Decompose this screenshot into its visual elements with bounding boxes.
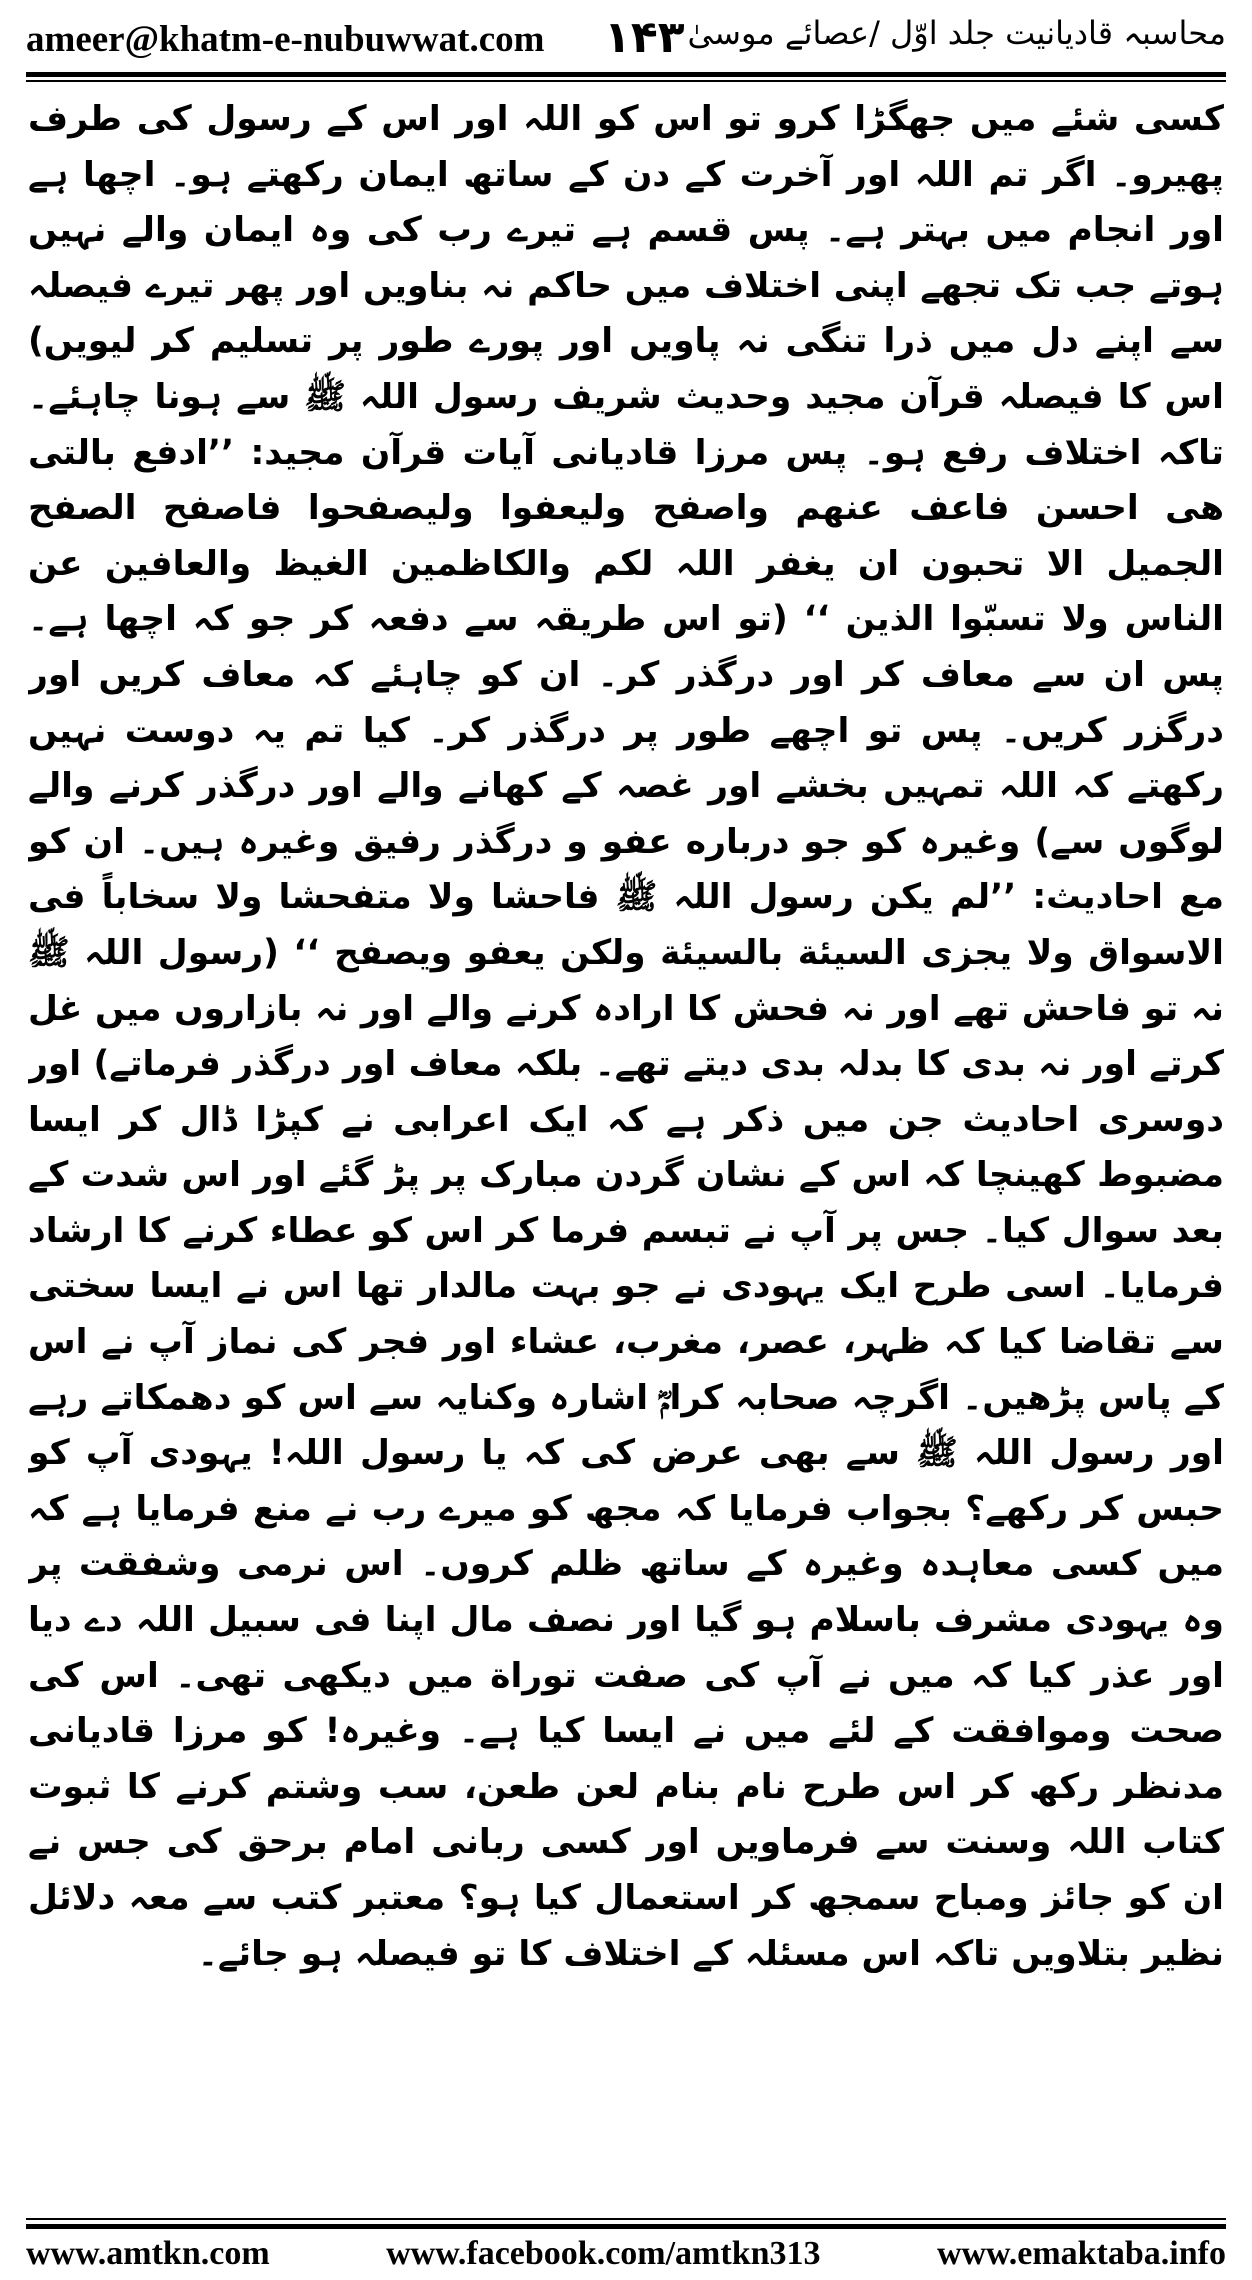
body-paragraph: کسی شئے میں جھگڑا کرو تو اس کو اللہ اور اس کے رسول کی طرف پھیرو۔ اگر تم اللہ اور آخرت کے دن کے ساتھ ایمان رکھتے ہو۔ اچھا ہے اور انجام میں بہتر ہے۔ پس قسم ہے تیرے رب کی وہ ایمان والے نہیں ہوتے جب تک تجھے اپنی اختلاف میں حاکم نہ بناویں اور پھر تیرے فیصلہ سے اپنے دل میں ذرا تنگی نہ پاویں اور پورے طور پر تسلیم کر لیویں) اس کا فیصلہ قرآن مجید وحدیث شریف رسول اللہ ﷺ سے ہونا چاہئے۔ تاکہ اختلاف رفع ہو۔ پس مرزا قادیانی آیات قرآن مجید: ’’ادفع بالتی ھی احسن فاعف عنھم واصفح ولیعفوا ولیصفحوا فاصفح الصفح الجمیل الا تحبون ان یغفر اللہ لکم والکاظمین الغیظ والعافین عن الناس ولا تسبّوا الذین ‘‘ (تو اس طریقہ سے دفعہ کر جو کہ اچھا ہے۔ پس ان سے معاف کر اور درگذر کر۔ ان کو چاہئے کہ معاف کریں اور درگزر کریں۔ پس تو اچھے طور پر درگذر کر۔ کیا تم یہ دوست نہیں رکھتے کہ اللہ تمہیں بخشے اور غصہ کے کھانے والے اور درگذر کرنے والے لوگوں سے) وغیرہ کو جو درباره عفو و درگذر رفیق وغیرہ ہیں۔ ان کو مع احادیث: ’’لم یکن رسول اللہ ﷺ فاحشا ولا متفحشا ولا سخاباً فی الاسواق ولا یجزی السیئة بالسیئة ولکن یعفو ویصفح ‘‘ (رسول اللہ ﷺ نہ تو فاحش تھے اور نہ فحش کا ارادہ کرنے والے اور نہ بازاروں میں غل کرتے اور نہ بدی کا بدلہ بدی دیتے تھے۔ بلکہ معاف اور درگذر فرماتے) اور دوسری احادیث جن میں ذکر ہے کہ ایک اعرابی نے کپڑا ڈال کر ایسا مضبوط کھینچا کہ اس کے نشان گردن مبارک پر پڑ گئے اور اس شدت کے بعد سوال کیا۔ جس پر آپ نے تبسم فرما کر اس کو عطاء کرنے کا ارشاد فرمایا۔ اسی طرح ایک یہودی نے جو بہت مالدار تھا اس نے ایسا سختی سے تقاضا کیا کہ ظہر، عصر، مغرب، عشاء اور فجر کی نماز آپ نے اس کے پاس پڑھیں۔ اگرچہ صحابہ کرامؓ اشارہ وکنایہ سے اس کو دھمکاتے رہے اور رسول اللہ ﷺ سے بھی عرض کی کہ یا رسول اللہ! یہودی آپ کو حبس کر رکھے؟ بجواب فرمایا کہ مجھ کو میرے رب نے منع فرمایا ہے کہ میں کسی معاہدہ وغیرہ کے ساتھ ظلم کروں۔ اس نرمی وشفقت پر وہ یہودی مشرف باسلام ہو گیا اور نصف مال اپنا فی سبیل اللہ دے دیا اور عذر کیا کہ میں نے آپ کی صفت توراة میں دیکھی تھی۔ اس کی صحت وموافقت کے لئے میں نے ایسا کیا ہے۔ وغیرہ! کو مرزا قادیانی مدنظر رکھ کر اس طرح نام بنام لعن طعن، سب وشتم کرنے کا ثبوت کتاب اللہ وسنت سے فرماویں اور کسی ربانی امام برحق کی جس نے ان کو جائز ومباح سمجھ کر استعمال کیا ہو؟ معتبر کتب سے معہ دلائل نظیر بتلاویں تاکہ اس مسئلہ کے اختلاف کا تو فیصلہ ہو جائے۔ bbox=[28, 99, 1224, 1974]
book-title: محاسبہ قادیانیت جلد اوّل /عصائے موسیٰ bbox=[687, 14, 1226, 52]
footer-rule-thin bbox=[26, 2218, 1226, 2220]
page-number: ۱۴۳ bbox=[604, 12, 685, 63]
footer-link-facebook[interactable]: www.facebook.com/amtkn313 bbox=[386, 2235, 821, 2272]
footer-rule-thick bbox=[26, 2224, 1226, 2229]
footer-link-amtkn[interactable]: www.amtkn.com bbox=[26, 2235, 270, 2272]
header-rule-thick bbox=[26, 72, 1226, 77]
header-email: ameer@khatm-e-nubuwwat.com bbox=[26, 19, 545, 60]
footer-link-emaktaba[interactable]: www.emaktaba.info bbox=[936, 2235, 1226, 2272]
page-body bbox=[28, 92, 1224, 2092]
page-footer bbox=[26, 2232, 1226, 2276]
page-header bbox=[26, 12, 1226, 68]
header-rule-thin bbox=[26, 80, 1226, 82]
